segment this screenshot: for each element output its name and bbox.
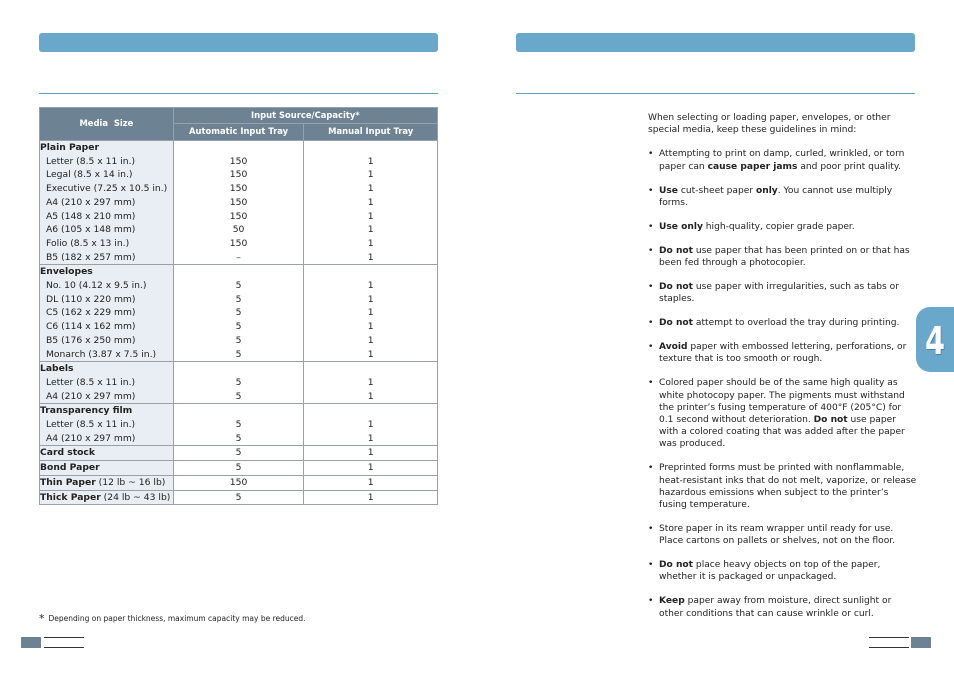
auto-capacity: 5 — [235, 348, 242, 360]
group-name: Bond Paper — [40, 462, 100, 474]
bullet-icon: • — [648, 318, 654, 329]
guideline-item — [648, 281, 918, 305]
guideline-item — [648, 245, 918, 269]
auto-capacity: 150 — [229, 169, 248, 181]
manual-capacity: 1 — [367, 334, 374, 346]
header-input-source: Input Source/Capacity* — [173, 108, 437, 124]
group-name: Plain Paper — [40, 142, 99, 153]
bullet-icon: • — [648, 596, 654, 607]
media-item: C6 (114 x 162 mm) — [46, 321, 136, 333]
guideline-item — [648, 377, 918, 450]
guideline-emphasis: Keep — [659, 596, 685, 607]
guideline-item — [648, 317, 918, 329]
guideline-text: Colored paper should be of the same high quality as white photocopy paper. The pigments must withstand the printer’s fusing temperature of 400°F (205°C) for 0.1 second without deterioration. — [659, 378, 905, 426]
bullet-icon: • — [648, 560, 654, 571]
left-page-line — [44, 647, 84, 648]
manual-capacity: 1 — [367, 251, 374, 263]
media-item: A4 (210 x 297 mm) — [46, 432, 136, 444]
guideline-text: place heavy objects on top of the paper, whether it is packaged or unpackaged. — [659, 560, 881, 583]
table-row-bond-paper — [40, 461, 438, 476]
guideline-text: paper with embossed lettering, perforations, or texture that is too smooth or rough. — [659, 342, 907, 365]
guideline-emphasis: Do not — [659, 245, 694, 256]
guidelines-section — [648, 112, 918, 632]
guideline-text: . You cannot use multiply forms. — [659, 185, 893, 208]
right-header-bar — [516, 33, 915, 52]
auto-capacity: 5 — [235, 390, 242, 402]
right-page-line — [869, 637, 909, 638]
auto-capacity: 5 — [235, 432, 242, 444]
auto-capacity: 150 — [229, 155, 248, 167]
manual-capacity: 1 — [304, 475, 438, 490]
manual-capacity: 1 — [367, 432, 374, 444]
manual-capacity: 1 — [367, 237, 374, 249]
chapter-number: 4 — [925, 319, 945, 363]
guideline-text: use paper with irregularities, such as tabs or staples. — [659, 282, 899, 305]
media-item: A5 (148 x 210 mm) — [46, 210, 136, 222]
guideline-item — [648, 595, 918, 619]
media-item: A4 (210 x 297 mm) — [46, 196, 136, 208]
media-table-body — [40, 141, 438, 505]
table-row-plain-paper — [40, 141, 438, 265]
guideline-text: use paper with a colored coating that was added after the paper was produced. — [659, 415, 905, 450]
header-media-size: Media Size — [40, 108, 174, 141]
media-item: Legal (8.5 x 14 in.) — [46, 169, 133, 181]
guideline-item — [648, 185, 918, 209]
auto-capacity: 5 — [235, 307, 242, 319]
guideline-emphasis: only — [755, 185, 778, 196]
guideline-item — [648, 341, 918, 365]
guideline-item — [648, 462, 918, 511]
manual-capacity: 1 — [367, 224, 374, 236]
guideline-emphasis: cause paper jams — [707, 161, 798, 172]
guideline-text: paper away from moisture, direct sunlight or other conditions that can cause wrinkle or curl. — [659, 596, 892, 619]
auto-capacity: – — [236, 251, 241, 263]
guideline-text: Store paper in its ream wrapper until ready for use. Place cartons on pallets or shelves, not on the floor. — [659, 524, 896, 547]
media-item: DL (110 x 220 mm) — [46, 293, 136, 305]
manual-capacity: 1 — [367, 307, 374, 319]
table-row-transparency — [40, 404, 438, 446]
media-item: Monarch (3.87 x 7.5 in.) — [46, 348, 157, 360]
auto-capacity: 5 — [235, 419, 242, 431]
group-name: Transparency film — [40, 405, 133, 417]
manual-capacity: 1 — [367, 293, 374, 305]
chapter-tab — [916, 307, 954, 372]
auto-capacity: 150 — [229, 196, 248, 208]
auto-capacity: 150 — [229, 183, 248, 195]
bullet-icon: • — [648, 245, 654, 256]
manual-capacity: 1 — [367, 210, 374, 222]
media-item: C5 (162 x 229 mm) — [46, 307, 136, 319]
guideline-text: high-quality, copier grade paper. — [702, 221, 855, 232]
guideline-emphasis: Use — [659, 185, 678, 196]
guidelines-list — [648, 148, 918, 619]
auto-capacity: 5 — [235, 376, 242, 388]
guideline-emphasis: Do not — [813, 415, 848, 426]
footnote-text: Depending on paper thickness, maximum capacity may be reduced. — [48, 614, 306, 623]
manual-capacity: 1 — [367, 419, 374, 431]
media-item: No. 10 (4.12 x 9.5 in.) — [46, 280, 147, 292]
left-page-line — [44, 637, 84, 638]
guideline-emphasis: Do not — [659, 318, 694, 329]
right-page-marker — [911, 637, 931, 648]
guideline-emphasis: Do not — [659, 560, 694, 571]
header-automatic-tray: Automatic Input Tray — [173, 124, 304, 141]
media-item: Letter (8.5 x 11 in.) — [46, 419, 136, 431]
bullet-icon: • — [648, 282, 654, 293]
table-row-thin-paper — [40, 475, 438, 490]
bullet-icon: • — [648, 221, 654, 232]
table-row-thick-paper — [40, 490, 438, 505]
bullet-icon: • — [648, 463, 654, 474]
guideline-text: Preprinted forms must be printed with nonflammable, heat-resistant inks that do not melt, vaporize, or release hazardous emissions when subject to the printer’s fusing temperature. — [659, 463, 917, 511]
manual-capacity: 1 — [367, 321, 374, 333]
manual-capacity: 1 — [367, 169, 374, 181]
guideline-text: attempt to overload the tray during printing. — [693, 318, 900, 329]
manual-capacity: 1 — [367, 376, 374, 388]
right-page-line — [869, 647, 909, 648]
bullet-icon: • — [648, 185, 654, 196]
table-row-card-stock — [40, 446, 438, 461]
auto-capacity: 5 — [235, 334, 242, 346]
group-weight: (24 lb ~ 43 lb) — [100, 491, 171, 503]
guideline-emphasis: Do not — [659, 282, 694, 293]
guideline-item — [648, 221, 918, 233]
left-page-marker — [21, 637, 41, 648]
guideline-text: and poor print quality. — [797, 161, 901, 172]
manual-capacity: 1 — [304, 446, 438, 461]
auto-capacity: 5 — [235, 280, 242, 292]
bullet-icon: • — [648, 149, 654, 160]
auto-capacity: 150 — [229, 210, 248, 222]
auto-capacity: 5 — [235, 293, 242, 305]
table-row-labels — [40, 362, 438, 404]
guideline-text: cut-sheet paper — [677, 185, 756, 196]
manual-capacity: 1 — [304, 461, 438, 476]
manual-capacity: 1 — [304, 490, 438, 505]
auto-capacity: 5 — [173, 446, 304, 461]
group-weight: (12 lb ~ 16 lb) — [95, 476, 166, 488]
auto-capacity: 5 — [173, 461, 304, 476]
media-capacity-table — [39, 107, 438, 505]
manual-capacity: 1 — [367, 390, 374, 402]
footnote-asterisk: * — [39, 612, 45, 625]
bullet-icon: • — [648, 342, 654, 353]
group-name: Card stock — [40, 447, 95, 459]
guideline-emphasis: Use only — [659, 221, 703, 232]
group-name: Thick Paper — [40, 491, 101, 503]
group-name: Envelopes — [40, 266, 93, 278]
media-item: A6 (105 x 148 mm) — [46, 224, 136, 236]
table-row-envelopes — [40, 265, 438, 362]
auto-capacity: 5 — [173, 490, 304, 505]
guideline-emphasis: Avoid — [659, 342, 688, 353]
guideline-item — [648, 523, 918, 547]
auto-capacity: 5 — [235, 321, 242, 333]
header-manual-tray: Manual Input Tray — [304, 124, 438, 141]
auto-capacity: 50 — [232, 224, 245, 236]
media-item: A4 (210 x 297 mm) — [46, 390, 136, 402]
media-item: B5 (176 x 250 mm) — [46, 334, 136, 346]
auto-capacity: 150 — [173, 475, 304, 490]
guideline-item — [648, 559, 918, 583]
manual-capacity: 1 — [367, 183, 374, 195]
guideline-text: use paper that has been printed on or that has been fed through a photocopier. — [659, 245, 910, 269]
bullet-icon: • — [648, 378, 654, 389]
manual-capacity: 1 — [367, 348, 374, 360]
manual-capacity: 1 — [367, 155, 374, 167]
group-name: Labels — [40, 363, 74, 375]
guideline-item — [648, 148, 918, 172]
media-item: Folio (8.5 x 13 in.) — [46, 237, 130, 249]
group-name: Thin Paper — [40, 476, 96, 488]
bullet-icon: • — [648, 524, 654, 535]
media-item: Letter (8.5 x 11 in.) — [46, 376, 136, 388]
table-footnote — [39, 611, 306, 624]
right-header-rule — [516, 93, 915, 94]
media-item: Executive (7.25 x 10.5 in.) — [46, 183, 168, 195]
guidelines-intro: When selecting or loading paper, envelopes, or other special media, keep these guidelines in mind: — [648, 113, 891, 136]
left-header-bar — [39, 33, 438, 52]
left-header-rule — [39, 93, 438, 94]
manual-capacity: 1 — [367, 280, 374, 292]
guideline-text: Attempting to print on damp, curled, wrinkled, or torn paper can — [659, 149, 905, 172]
auto-capacity: 150 — [229, 237, 248, 249]
media-item: B5 (182 x 257 mm) — [46, 251, 136, 263]
media-item: Letter (8.5 x 11 in.) — [46, 155, 136, 167]
manual-capacity: 1 — [367, 196, 374, 208]
